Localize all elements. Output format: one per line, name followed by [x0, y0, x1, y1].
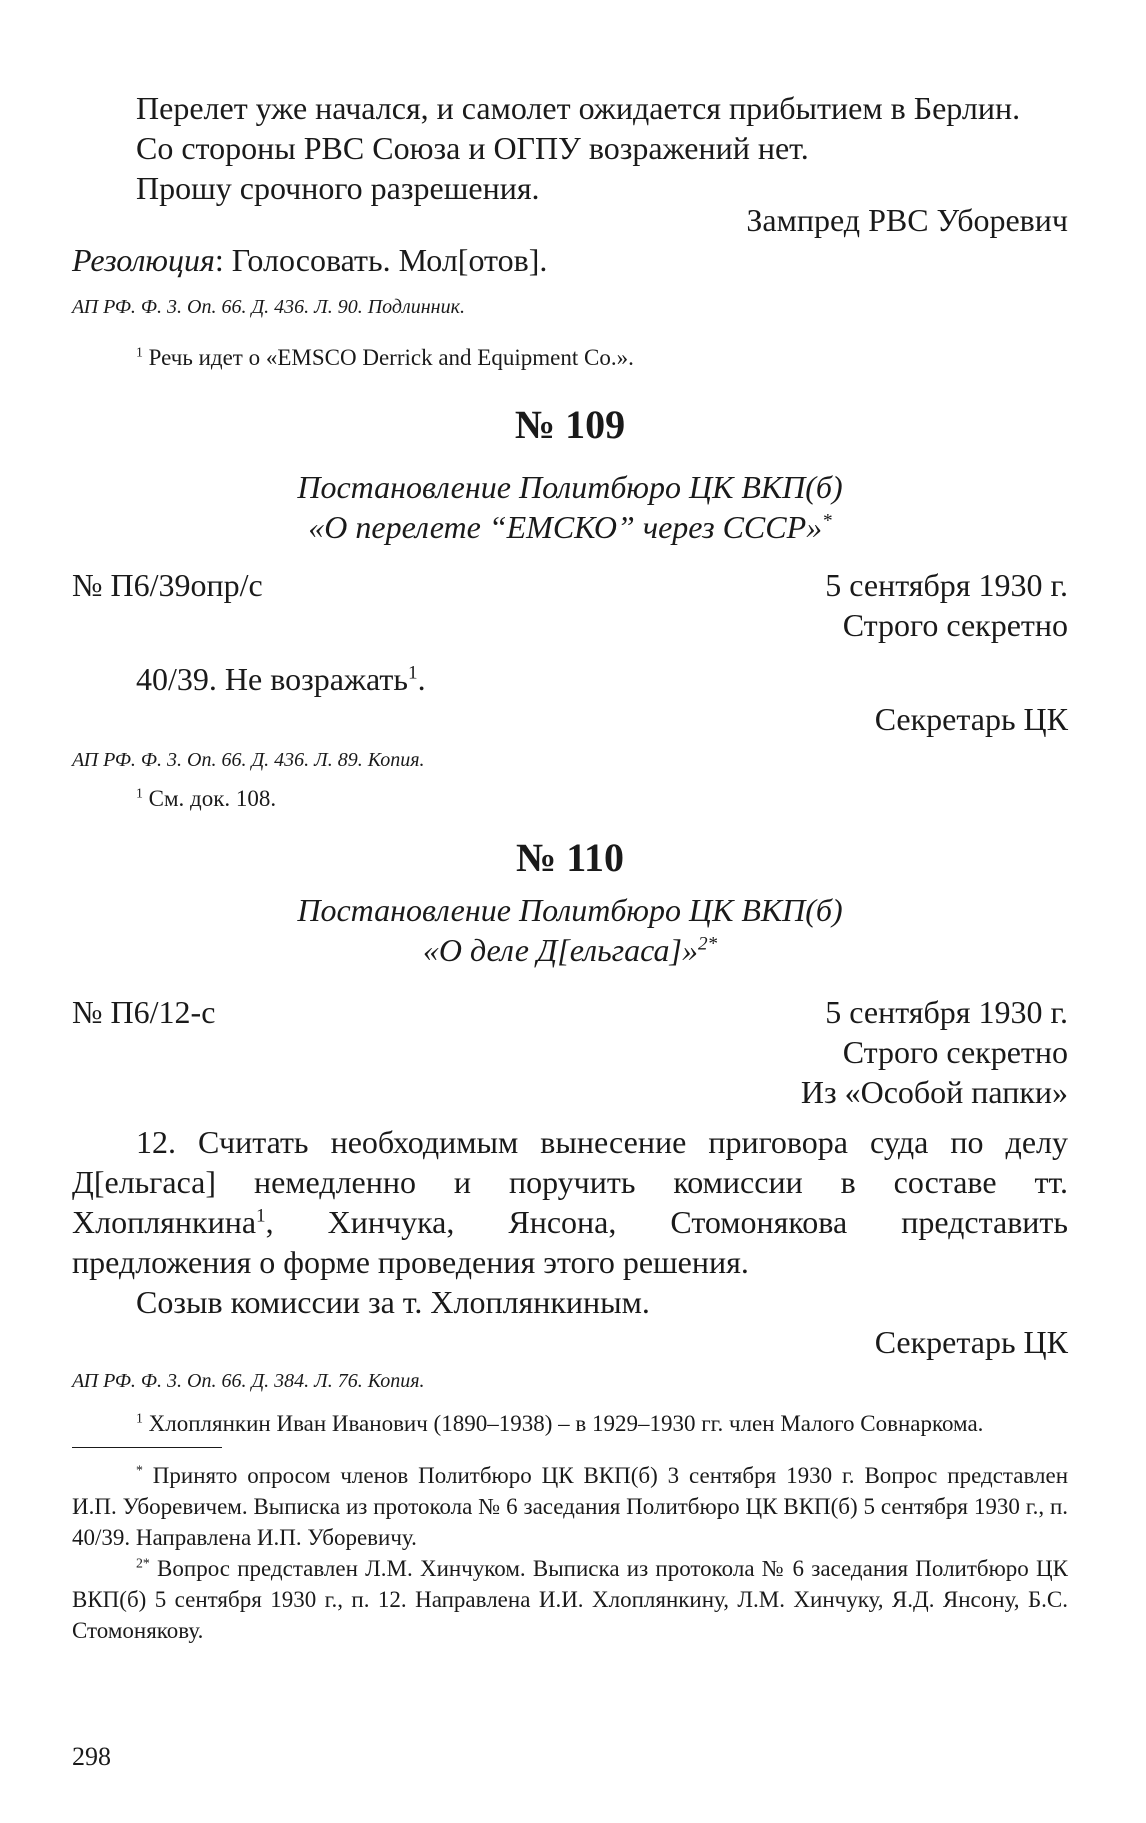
doc108-signature: Зампред РВС Уборевич: [746, 202, 1068, 238]
footnote-text: См. док. 108.: [142, 786, 277, 811]
doc110-title-line-2: [72, 930, 1068, 970]
doc108-paragraph-2: Со стороны РВС Союза и ОГПУ возражений нет.: [136, 130, 809, 166]
page-footnotes: [72, 1460, 1068, 1646]
doc110-signature: Секретарь ЦК: [874, 1324, 1068, 1360]
footnote-mark: 1: [136, 785, 143, 801]
doc109-footnote: [72, 783, 1068, 814]
doc110-header-row: [72, 992, 1068, 1032]
doc109-number: № 109: [514, 402, 626, 447]
doc110-folder: Из «Особой папки»: [800, 1074, 1068, 1110]
doc109-header-row: [72, 565, 1068, 605]
doc109-title-text: «О перелете “ЕМСКО” через СССР»: [308, 509, 823, 545]
footnote-text: Хлоплянкин Иван Иванович (1890–1938) – в 1929–1930 гг. член Малого Совнаркома.: [142, 1411, 984, 1436]
doc110-secrecy: Строго секретно: [842, 1034, 1068, 1070]
doc109-text-end: .: [417, 661, 426, 697]
doc110-paragraph-1: [72, 1122, 1068, 1282]
doc108-ending: [72, 88, 1068, 373]
page-body: [72, 88, 1068, 1646]
page-number: 298: [72, 1742, 111, 1771]
two-star-mark: 2*: [136, 1555, 150, 1571]
doc109: [72, 401, 1068, 814]
doc110-p1-a: 12. Считать необходимым вынесение приговора суда по делу Д[ельгаса] немедленно и поручить комиссии в составе тт. Хлоплянкина: [72, 1124, 1068, 1240]
doc109-reg-number: № П6/39опр/с: [72, 567, 263, 603]
doc109-signature: Секретарь ЦК: [874, 701, 1068, 737]
doc110-number: № 110: [516, 835, 624, 880]
doc110-paragraph-2: Созыв комиссии за т. Хлоплянкиным.: [136, 1284, 650, 1320]
footnote-mark: 1: [136, 1410, 143, 1426]
doc109-title-line-2: [72, 507, 1068, 547]
doc108-footnote: [72, 342, 1068, 373]
resolution-label: Резолюция: [72, 242, 215, 278]
doc110-title-line-1: Постановление Политбюро ЦК ВКП(б): [297, 892, 843, 928]
star-footnote: [72, 1460, 1068, 1553]
doc109-secrecy: Строго секретно: [842, 607, 1068, 643]
two-star-footnote-text: Вопрос представлен Л.М. Хинчуком. Выписка из протокола № 6 заседания Политбюро ЦК ВКП(б) 5 сентября 1930 г., п. 12. Направлена И.И. Хлоплянкину, Л.М. Хинчуку, Я.Д. Янсону, Б.С. Стомонякову.: [72, 1556, 1068, 1643]
doc110-p1-mark: 1: [256, 1205, 266, 1227]
doc110-footnote: [72, 1408, 1068, 1439]
two-star-footnote: [72, 1553, 1068, 1646]
doc109-title-mark: *: [822, 510, 832, 532]
doc109-text: [72, 659, 1068, 699]
doc109-source: АП РФ. Ф. 3. Оп. 66. Д. 436. Л. 89. Копия.: [72, 749, 425, 771]
doc108-paragraph-3: Прошу срочного разрешения.: [136, 170, 540, 206]
doc109-date: 5 сентября 1930 г.: [825, 567, 1068, 603]
star-footnote-text: Принято опросом членов Политбюро ЦК ВКП(б) 3 сентября 1930 г. Вопрос представлен И.П. Уборевичем. Выписка из протокола № 6 заседания Политбюро ЦК ВКП(б) 5 сентября 1930 г., п. 40/39. Направлена И.П. Уборевичу.: [72, 1463, 1068, 1550]
doc109-text-mark: 1: [408, 662, 418, 684]
doc110-title-text: «О деле Д[ельгаса]»: [422, 932, 698, 968]
footnote-text: Речь идет о «EMSCO Derrick and Equipment Co.».: [142, 345, 634, 370]
footnote-divider: [72, 1447, 222, 1448]
doc108-resolution: [72, 240, 1068, 280]
footnote-mark: 1: [136, 344, 143, 360]
doc109-title-line-1: Постановление Политбюро ЦК ВКП(б): [297, 469, 843, 505]
doc109-text-main: 40/39. Не возражать: [136, 661, 408, 697]
doc108-paragraph-1: Перелет уже начался, и самолет ожидается прибытием в Берлин.: [136, 90, 1021, 126]
resolution-text: : Голосовать. Мол[отов].: [214, 242, 548, 278]
doc110-date: 5 сентября 1930 г.: [825, 994, 1068, 1030]
doc110-reg-number: № П6/12-с: [72, 994, 216, 1030]
doc110-p1-b: , Хинчука, Янсона, Стомонякова представить предложения о форме проведения этого решения.: [72, 1204, 1068, 1280]
star-mark: *: [136, 1462, 143, 1478]
doc108-source: АП РФ. Ф. 3. Оп. 66. Д. 436. Л. 90. Подлинник.: [72, 296, 465, 318]
doc110-source: АП РФ. Ф. 3. Оп. 66. Д. 384. Л. 76. Копия.: [72, 1370, 425, 1392]
doc110: [72, 834, 1068, 1439]
doc110-title-mark: 2*: [697, 933, 718, 955]
